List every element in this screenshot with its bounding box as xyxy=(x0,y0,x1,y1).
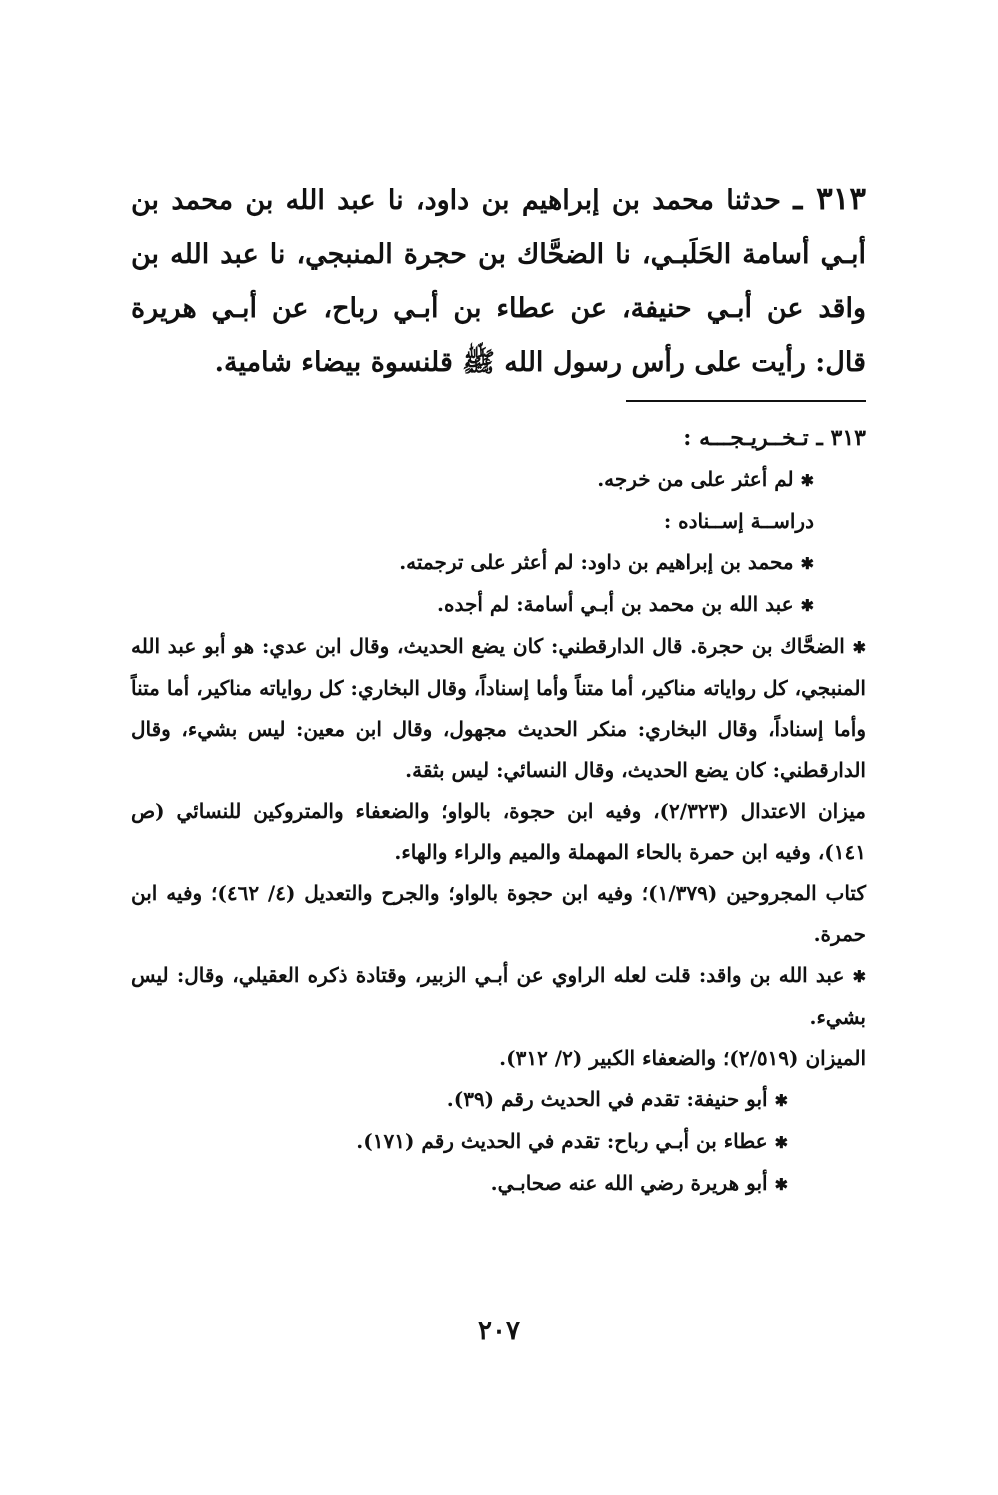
bullet-icon: ✱ xyxy=(774,1091,788,1110)
narrator-entry xyxy=(131,1079,866,1121)
bullet-icon: ✱ xyxy=(852,967,866,986)
narrator-text: الضحَّاك بن حجرة. قال الدارقطني: كان يضع الحديث، وقال ابن عدي: هو أبو عبد الله المنبجي، كل رواياته مناكير، أما متناً وأما إسناداً، وقال البخاري: كل رواياته مناكير، أما متناً وأما إسناداً، وقال البخاري: منكر الحديث مجهول، وقال ابن معين: ليس بشيء، وقال الدارقطني: كان يضع الحديث، وقال النسائي: ليس بثقة. xyxy=(131,634,866,782)
narrator-text: محمد بن إبراهيم بن داود: لم أعثر على ترجمته. xyxy=(399,550,794,574)
reference-entry: كتاب المجروحين (١/٣٧٩)؛ وفيه ابن حجوة بالواو؛ والجرح والتعديل (٤/ ٤٦٢)؛ وفيه ابن حمرة. xyxy=(131,881,866,946)
bullet-icon: ✱ xyxy=(852,638,866,657)
narrator-entry xyxy=(131,626,866,791)
narrator-text: أبو حنيفة: تقدم في الحديث رقم (٣٩). xyxy=(446,1087,768,1111)
footnote-divider xyxy=(626,400,866,402)
takhrij-heading: ٣١٣ ـ تـخــريـجـــه : xyxy=(683,425,866,451)
narrator-text: عطاء بن أبـي رباح: تقدم في الحديث رقم (١٧١). xyxy=(356,1129,768,1153)
narrator-text: عبد الله بن محمد بن أبـي أسامة: لم أجده. xyxy=(437,592,794,616)
bullet-icon: ✱ xyxy=(800,471,814,490)
hadith-number: ٣١٣ ـ xyxy=(793,181,867,217)
isnad-heading: دراســة إســناده : xyxy=(663,509,814,533)
hadith-body: حدثنا محمد بن إبراهيم بن داود، نا عبد الله بن محمد بن أبـي أسامة الحَلَبـي، نا الضحَّاك بن حجرة المنبجي، نا عبد الله بن واقد عن أبـي حنيفة، عن عطاء بن أبـي رباح، عن أبـي هريرة قال: رأيت على رأس رسول الله ﷺ قلنسوة بيضاء شامية. xyxy=(131,185,866,378)
narrator-entry xyxy=(131,1163,866,1205)
takhrij-text: لم أعثر على من خرجه. xyxy=(597,467,794,491)
narrator-entry xyxy=(131,1121,866,1163)
narrator-entry xyxy=(131,584,866,626)
bullet-icon: ✱ xyxy=(800,596,814,615)
page-number: ٢٠٧ xyxy=(478,1316,520,1346)
reference-entry: ميزان الاعتدال (٢/٣٢٣)، وفيه ابن حجوة، بالواو؛ والضعفاء والمتروكين للنسائي (ص ١٤١)، وفيه ابن حمرة بالحاء المهملة والميم والراء والهاء. xyxy=(131,799,866,864)
hadith-text-block xyxy=(131,172,866,390)
narrator-entry xyxy=(131,542,866,584)
footnotes xyxy=(131,418,866,1205)
bullet-icon: ✱ xyxy=(800,554,814,573)
bullet-icon: ✱ xyxy=(774,1175,788,1194)
reference-entry: الميزان (٢/٥١٩)؛ والضعفاء الكبير (٢/ ٣١٢). xyxy=(499,1046,866,1070)
bullet-icon: ✱ xyxy=(774,1133,788,1152)
takhrij-entry xyxy=(131,459,866,501)
narrator-text: أبو هريرة رضي الله عنه صحابـي. xyxy=(490,1171,768,1195)
narrator-entry xyxy=(131,955,866,1038)
narrator-text: عبد الله بن واقد: قلت لعله الراوي عن أبـي الزبير، وقتادة ذكره العقيلي، وقال: ليس بشيء. xyxy=(131,963,866,1029)
